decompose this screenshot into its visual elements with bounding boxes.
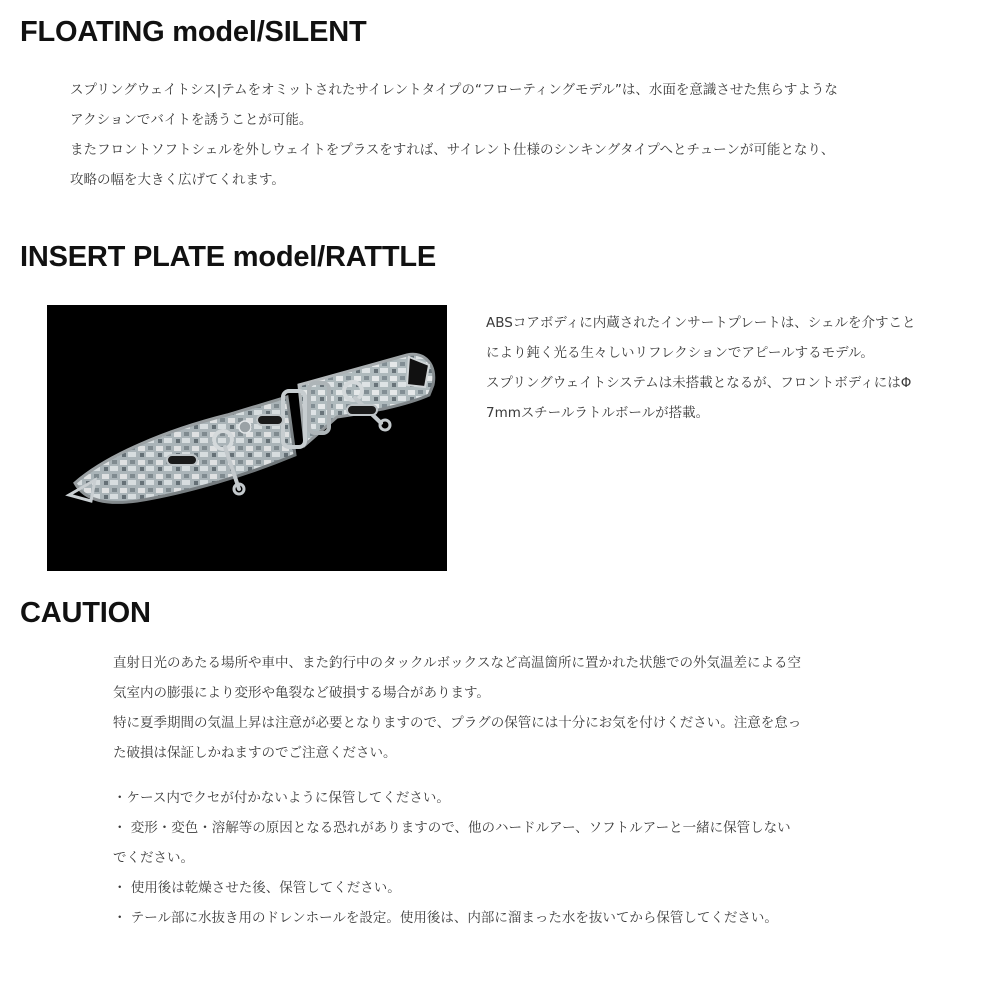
text-line: スプリングウェイトシステムは未搭載となるが、フロントボディにはΦ — [486, 375, 912, 391]
list-item: ・ 使用後は乾燥させた後、保管してください。 — [113, 880, 401, 896]
list-item: ・ テール部に水抜き用のドレンホールを設定。使用後は、内部に溜まった水を抜いてから保管してください。 — [113, 910, 778, 926]
text-line: スプリングウェイトシス|テムをオミットされたサイレントタイプの“フローティングモデル”は、水面を意識させた焦らすような — [70, 82, 838, 98]
caution-bullet-list — [113, 783, 791, 933]
lure-insert-plate-photo — [47, 305, 447, 571]
list-item: ・ケース内でクセが付かないように保管してください。 — [113, 790, 450, 806]
text-line: ABSコアボディに内蔵されたインサートプレートは、シェルを介すこと — [486, 315, 916, 331]
text-line: アクションでバイトを誘うことが可能。 — [70, 112, 313, 128]
text-line: 特に夏季期間の気温上昇は注意が必要となりますので、プラグの保管には十分にお気を付けください。注意を怠っ — [113, 715, 802, 731]
text-line: 気室内の膨張により変形や亀裂など破損する場合があります。 — [113, 685, 490, 701]
insert-plate-description — [486, 308, 916, 428]
list-item: ・ 変形・変色・溶解等の原因となる恐れがありますので、他のハードルアー、ソフトルアーと一緒に保管しない — [113, 820, 791, 836]
section-title-insert-plate: INSERT PLATE model/RATTLE — [20, 241, 437, 273]
caution-description — [113, 648, 801, 768]
text-line: 攻略の幅を大きく広げてくれます。 — [70, 172, 285, 188]
text-line: またフロントソフトシェルを外しウェイトをプラスをすれば、サイレント仕様のシンキングタイプへとチューンが可能となり、 — [70, 142, 835, 158]
text-line: 直射日光のあたる場所や車中、また釣行中のタックルボックスなど高温箇所に置かれた状態での外気温差による空 — [113, 655, 801, 671]
floating-description — [70, 75, 838, 195]
list-item: でください。 — [113, 850, 194, 866]
section-title-caution: CAUTION — [20, 597, 151, 629]
section-title-floating: FLOATING model/SILENT — [20, 16, 367, 48]
text-line: により鈍く光る生々しいリフレクションでアピールするモデル。 — [486, 345, 874, 361]
text-line: た破損は保証しかねますのでご注意ください。 — [113, 745, 397, 761]
text-line: 7mmスチールラトルボールが搭載。 — [486, 405, 710, 421]
